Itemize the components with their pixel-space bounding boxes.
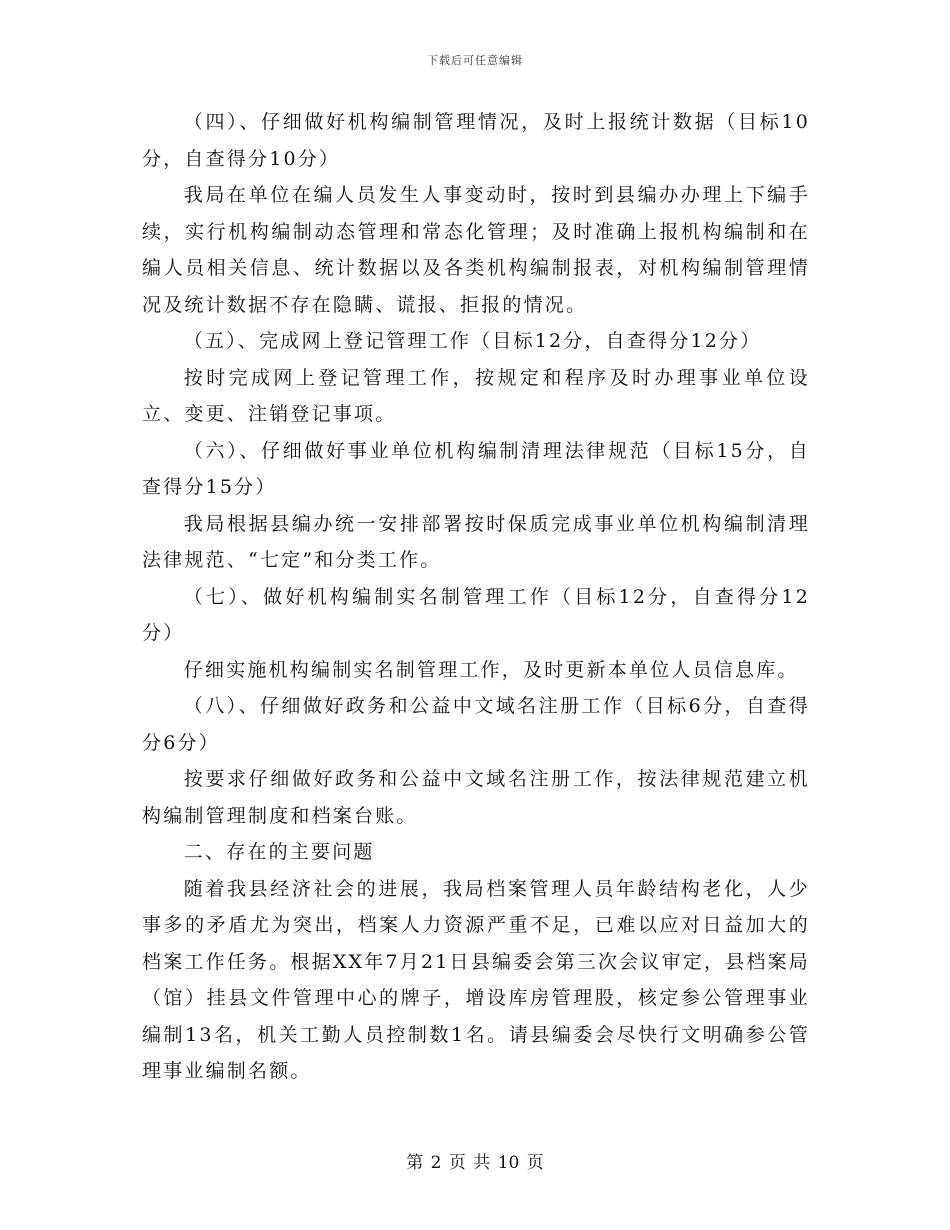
document-body [142, 104, 810, 1090]
body-paragraph: 按时完成网上登记管理工作，按规定和程序及时办理事业单位设立、变更、注销登记事项。 [142, 366, 810, 425]
page-number: 第 2 页 共 10 页 [406, 1153, 544, 1173]
section-heading-5: （五）、完成网上登记管理工作（目标12分，自查得分12分） [183, 330, 762, 352]
section-heading-6: （六）、仔细做好事业单位机构编制清理法律规范（目标15分，自查得分15分） [142, 439, 810, 498]
section-heading-problems: 二、存在的主要问题 [183, 841, 375, 863]
body-paragraph: 按要求仔细做好政务和公益中文域名注册工作，按法律规范建立机构编制管理制度和档案台账。 [142, 768, 810, 827]
section-heading-8: （八）、仔细做好政务和公益中文域名注册工作（目标6分，自查得分6分） [142, 695, 810, 754]
body-paragraph: 我局根据县编办统一安排部署按时保质完成事业单位机构编制清理法律规范、“七定”和分类工作。 [142, 512, 810, 571]
body-paragraph: 仔细实施机构编制实名制管理工作，及时更新本单位人员信息库。 [183, 658, 799, 681]
section-heading-4: （四）、仔细做好机构编制管理情况，及时上报统计数据（目标10分，自查得分10分） [142, 111, 810, 170]
body-paragraph: 我局在单位在编人员发生人事变动时，按时到县编办办理上下编手续，实行机构编制动态管理和常态化管理；及时准确上报机构编制和在编人员相关信息、统计数据以及各类机构编制报表，对机构编制管理情况及统计数据不存在隐瞒、谎报、拒报的情况。 [142, 184, 810, 316]
body-paragraph: 随着我县经济社会的进展，我局档案管理人员年龄结构老化，人少事多的矛盾尤为突出，档案人力资源严重不足，已难以应对日益加大的档案工作任务。根据XX年7月21日县编委会第三次会议审定，县档案局（馆）挂县文件管理中心的牌子，增设库房管理股，核定参公管理事业编制13名，机关工勤人员控制数1名。请县编委会尽快行文明确参公管理事业编制名额。 [142, 877, 810, 1082]
section-heading-7: （七）、做好机构编制实名制管理工作（目标12分，自查得分12分） [142, 585, 810, 644]
page-header-note: 下载后可任意编辑 [427, 54, 523, 67]
